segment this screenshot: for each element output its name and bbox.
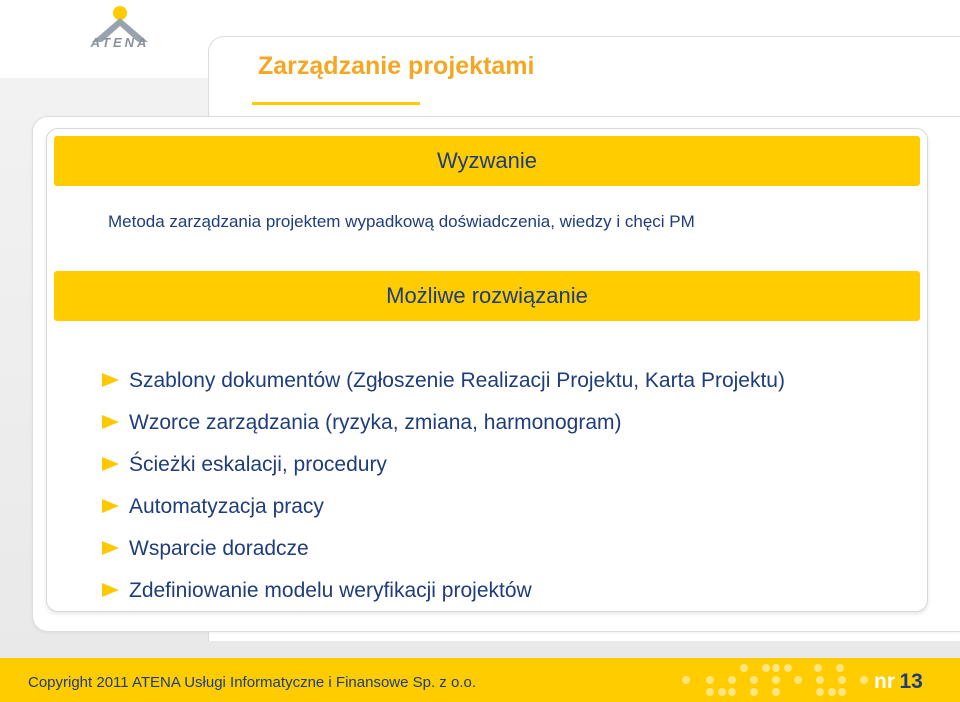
bullet-list [102,368,785,620]
triangle-bullet-icon [102,373,119,387]
atena-logo [70,4,170,50]
title-underline [252,102,420,105]
section-heading-solution: Możliwe rozwiązanie [54,271,920,321]
triangle-bullet-icon [102,541,119,555]
triangle-bullet-icon [102,499,119,513]
list-item [102,410,785,452]
triangle-bullet-icon [102,415,119,429]
list-item [102,452,785,494]
intro-text: Metoda zarządzania projektem wypadkową doświadczenia, wiedzy i chęci PM [108,212,695,231]
list-item [102,536,785,578]
list-item [102,494,785,536]
page-title: Zarządzanie projektami [258,52,535,80]
page-number-value: 13 [899,670,923,693]
dot-pattern-decoration [680,660,880,700]
list-item [102,368,785,410]
list-item-text: Automatyzacja pracy [129,495,324,518]
list-item-text: Wsparcie doradcze [129,537,309,560]
page-number-prefix: nr [874,670,895,693]
section-heading-challenge: Wyzwanie [54,136,920,186]
triangle-bullet-icon [102,583,119,597]
list-item [102,578,785,620]
copyright-text: Copyright 2011 ATENA Usługi Informatyczne i Finansowe Sp. z o.o. [28,674,476,691]
list-item-text: Szablony dokumentów (Zgłoszenie Realizacji Projektu, Karta Projektu) [129,369,785,392]
list-item-text: Zdefiniowanie modelu weryfikacji projektów [129,579,532,602]
list-item-text: Ścieżki eskalacji, procedury [129,453,387,476]
logo-text: ATENA [90,35,150,50]
list-item-text: Wzorce zarządzania (ryzyka, zmiana, harmonogram) [129,411,622,434]
page-number [874,670,923,694]
triangle-bullet-icon [102,457,119,471]
